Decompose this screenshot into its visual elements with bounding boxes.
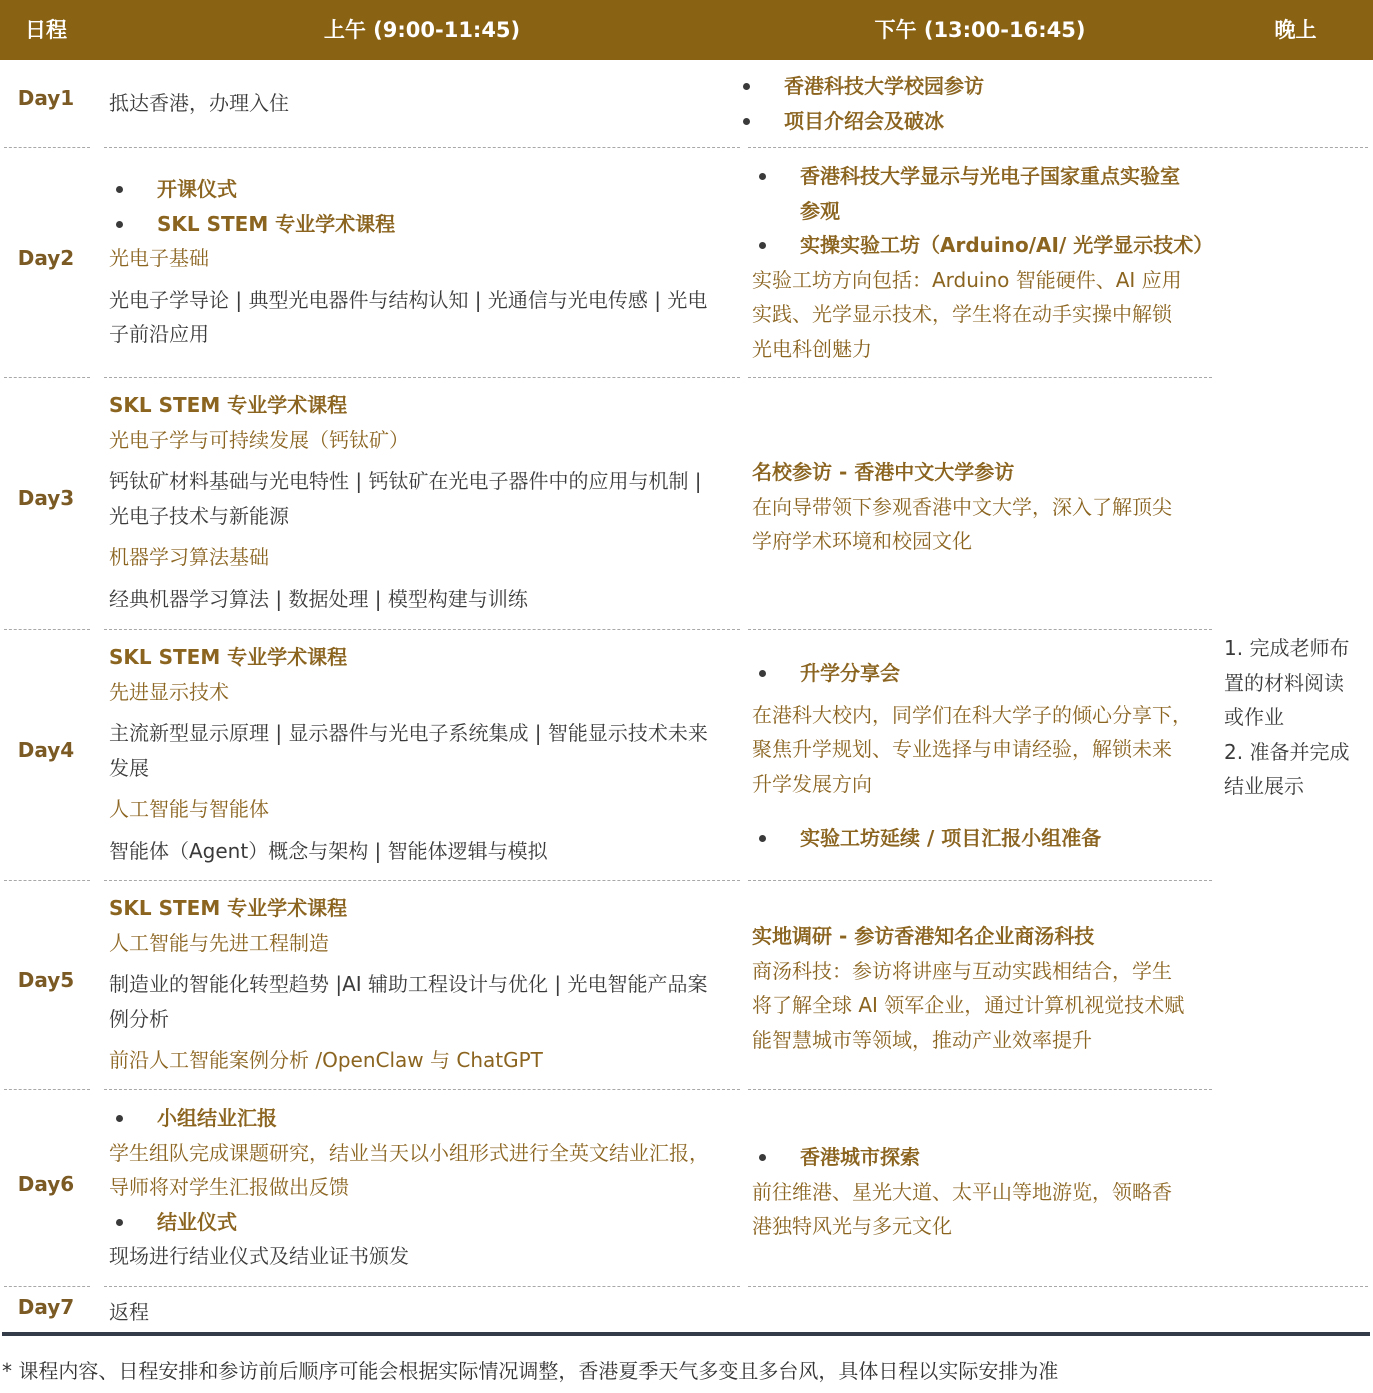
course-detail: 制造业的智能化转型趋势 |AI 辅助工程设计与优化 | 光电智能产品案 [109,972,708,996]
afternoon-detail: 能智慧城市等领域，推动产业效率提升 [752,1027,1092,1052]
course-detail: 子前沿应用 [109,322,209,346]
row-divider [4,1089,90,1090]
morning-item: 开课仪式 [109,172,707,207]
course-topic: 先进显示技术 [109,679,229,704]
row-divider [4,629,90,630]
day6-morning [109,1101,709,1274]
day1-afternoon [736,69,984,138]
day-label: Day4 [17,738,75,762]
morning-item: SKL STEM 专业学术课程 [109,207,707,242]
day3-afternoon [752,455,1172,559]
afternoon-item: 香港科技大学校园参访 [736,69,984,104]
row-divider [748,629,1212,630]
day-label: Day3 [17,486,75,510]
morning-detail: 学生组队完成课题研究，结业当天以小组形式进行全英文结业汇报， [109,1140,709,1165]
row-divider [104,1089,740,1090]
evening-text: 置的材料阅读 [1224,670,1344,695]
day-label: Day6 [17,1172,75,1196]
morning-text: 返程 [109,1300,149,1324]
row-divider [4,880,90,881]
day-label: Day2 [17,246,75,270]
row-divider [104,147,740,148]
row-divider [748,1089,1212,1090]
afternoon-detail: 升学发展方向 [752,771,872,796]
morning-detail: 现场进行结业仪式及结业证书颁发 [109,1244,409,1268]
row-divider [4,1286,90,1287]
row-divider [748,880,1212,881]
header-evening: 晚上 [1274,18,1317,42]
morning-item: 结业仪式 [109,1205,709,1240]
afternoon-detail: 实验工坊方向包括：Arduino 智能硬件、AI 应用 [752,267,1182,292]
course-detail: 光电子学导论 | 典型光电器件与结构认知 | 光通信与光电传感 | 光电 [109,287,708,312]
day1-morning [109,86,289,121]
afternoon-detail: 在向导带领下参观香港中文大学，深入了解顶尖 [752,494,1172,519]
course-title: SKL STEM 专业学术课程 [109,645,348,669]
afternoon-detail: 聚焦升学规划、专业选择与申请经验，解锁未来 [752,737,1172,761]
row-divider [748,1286,1368,1287]
day5-morning [109,891,708,1078]
course-detail: 发展 [109,755,149,780]
row-divider [748,377,1212,378]
afternoon-item: 实操实验工坊（Arduino/AI/ 光学显示技术） [752,228,1213,263]
course-topic: 光电子基础 [109,246,209,270]
day-label: Day7 [17,1295,75,1319]
row-divider [4,377,90,378]
evening-notes [1224,631,1349,804]
day-label: Day5 [17,968,75,992]
day7-morning [109,1295,149,1330]
day4-afternoon [752,656,1192,856]
day4-morning [109,640,708,868]
day2-morning [109,172,707,352]
course-detail: 智能体（Agent）概念与架构 | 智能体逻辑与模拟 [109,838,548,863]
afternoon-item: 升学分享会 [752,656,1192,691]
afternoon-title: 名校参访 - 香港中文大学参访 [752,460,1015,484]
header-day: 日程 [25,18,67,42]
afternoon-detail: 前往维港、星光大道、太平山等地游览，领略香 [752,1179,1172,1204]
evening-text: 结业展示 [1224,774,1304,798]
course-title: SKL STEM 专业学术课程 [109,896,348,920]
afternoon-detail: 光电科创魅力 [752,336,872,361]
afternoon-detail: 港独特风光与多元文化 [752,1214,952,1238]
course-topic: 光电子学与可持续发展（钙钛矿） [109,427,409,452]
course-detail: 经典机器学习算法 | 数据处理 | 模型构建与训练 [109,586,528,611]
morning-item: 小组结业汇报 [109,1101,709,1136]
row-divider [104,880,740,881]
afternoon-detail: 学府学术环境和校园文化 [752,529,972,553]
course-detail: 例分析 [109,1006,169,1031]
course-detail: 光电子技术与新能源 [109,503,289,528]
course-title: SKL STEM 专业学术课程 [109,393,348,417]
afternoon-item: 香港科技大学显示与光电子国家重点实验室 [752,159,1213,194]
day5-afternoon [752,919,1184,1057]
course-detail: 钙钛矿材料基础与光电特性 | 钙钛矿在光电子器件中的应用与机制 | [109,469,702,493]
evening-text: 2. 准备并完成 [1224,739,1350,764]
afternoon-item: 实验工坊延续 / 项目汇报小组准备 [752,821,1192,856]
day-label: Day1 [17,86,75,110]
header-morning: 上午 (9:00-11:45) [323,18,521,42]
day6-afternoon [752,1140,1172,1244]
afternoon-detail: 在港科大校内，同学们在科大学子的倾心分享下， [752,702,1192,727]
row-divider [4,147,90,148]
row-divider [748,147,1368,148]
morning-text: 抵达香港，办理入住 [109,91,289,115]
day3-morning [109,388,702,616]
afternoon-item: 项目介绍会及破冰 [736,104,984,139]
row-divider [104,377,740,378]
day2-afternoon [752,159,1213,366]
afternoon-detail: 将了解全球 AI 领军企业，通过计算机视觉技术赋 [752,993,1185,1017]
evening-text: 或作业 [1224,705,1284,729]
schedule-header [0,0,1373,60]
course-topic: 机器学习算法基础 [109,545,269,569]
course-topic: 人工智能与先进工程制造 [109,930,329,955]
afternoon-detail: 商汤科技：参访将讲座与互动实践相结合，学生 [752,958,1172,983]
header-afternoon: 下午 (13:00-16:45) [874,18,1086,42]
row-divider [104,629,740,630]
afternoon-title: 实地调研 - 参访香港知名企业商汤科技 [752,924,1095,948]
afternoon-detail: 实践、光学显示技术，学生将在动手实操中解锁 [752,302,1172,326]
row-divider [104,1286,740,1287]
footnote: * 课程内容、日程安排和参访前后顺序可能会根据实际情况调整，香港夏季天气多变且多台风，具体日程以实际安排为准 [2,1359,1059,1383]
course-topic: 人工智能与智能体 [109,797,269,821]
table-bottom-rule [2,1332,1370,1336]
morning-detail: 导师将对学生汇报做出反馈 [109,1175,349,1199]
afternoon-item-cont: 参观 [800,198,840,223]
course-topic: 前沿人工智能案例分析 /OpenClaw 与 ChatGPT [109,1048,543,1072]
course-detail: 主流新型显示原理 | 显示器件与光电子系统集成 | 智能显示技术未来 [109,721,708,745]
evening-text: 1. 完成老师布 [1224,636,1350,660]
afternoon-item: 香港城市探索 [752,1140,1172,1175]
